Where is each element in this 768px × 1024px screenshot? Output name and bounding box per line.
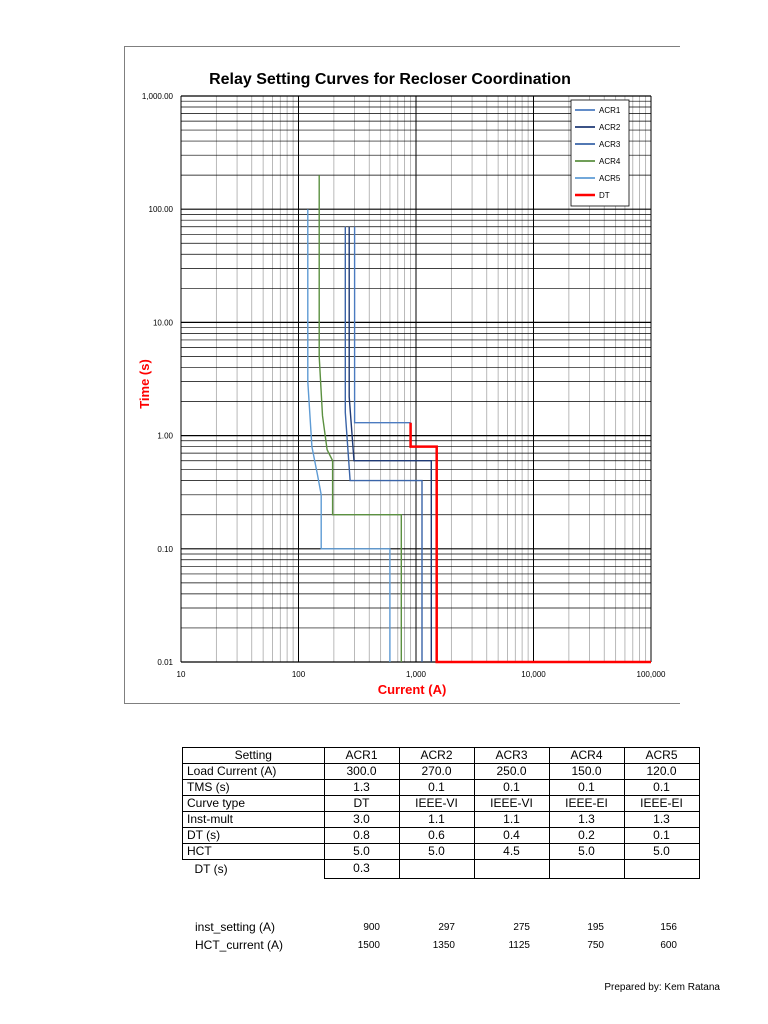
y-tick-label: 0.10 [157,544,173,554]
settings-table [182,747,700,879]
x-tick-label: 100,000 [636,670,666,679]
table-cell: 5.0 [549,844,624,860]
table-cell: 5.0 [399,844,474,860]
series-line-acr4 [319,175,401,662]
inst-setting-label: inst_setting (A) [195,920,276,934]
hct-value: 600 [660,940,677,951]
table-cell: 1.3 [549,812,624,828]
table-cell: 0.1 [624,780,699,796]
x-axis-title: Current (A) [377,682,447,697]
table-cell: 0.1 [474,780,549,796]
legend-label: ACR2 [599,123,621,132]
table-cell: 3.0 [324,812,399,828]
inst-value: 275 [513,922,530,933]
inst-value: 195 [587,922,604,933]
table-cell: IEEE-EI [624,796,699,812]
legend-label: ACR5 [599,174,621,183]
table-cell: 250.0 [474,764,549,780]
table-row-label: Curve type [183,796,325,812]
table-row [183,764,700,780]
x-tick-label: 1,000 [405,670,427,679]
legend-label: ACR4 [599,157,621,166]
table-cell: ACR2 [399,748,474,764]
table-cell: IEEE-VI [474,796,549,812]
legend-label: DT [599,191,610,200]
table-cell [624,860,699,879]
hct-value: 1500 [357,940,380,951]
chart-legend [571,100,629,206]
y-tick-label: 0.01 [157,658,173,667]
table-cell [549,860,624,879]
series-line-acr1 [355,227,411,423]
relay-curve-chart [125,47,681,705]
table-cell: 0.1 [399,780,474,796]
table-cell: ACR5 [624,748,699,764]
y-tick-label: 1.00 [157,431,173,441]
x-tick-label: 10 [176,670,186,679]
inst-value: 900 [363,922,380,933]
table-row-label: DT (s) [183,828,325,844]
table-cell: 0.2 [549,828,624,844]
table-cell: ACR4 [549,748,624,764]
table-header-row [183,748,700,764]
table-cell: ACR1 [324,748,399,764]
table-cell: 0.1 [549,780,624,796]
table-cell: 1.1 [474,812,549,828]
table-cell: ACR3 [474,748,549,764]
series-line-dt [411,423,651,662]
table-row [183,844,700,860]
table-cell: 120.0 [624,764,699,780]
legend-label: ACR1 [599,106,621,115]
table-cell: IEEE-EI [549,796,624,812]
hct-value: 750 [587,940,604,951]
table-cell: 0.3 [324,860,399,879]
hct-value: 1125 [508,940,530,951]
table-row-label: Setting [183,748,325,764]
y-tick-label: 10.00 [152,318,173,328]
y-tick-label: 100.00 [148,205,173,215]
table-row-label: Inst-mult [183,812,325,828]
table-cell [474,860,549,879]
legend-label: ACR3 [599,140,621,149]
chart-frame [124,46,680,704]
table-cell: 1.3 [324,780,399,796]
table-row-label: HCT [183,844,325,860]
table-row [183,860,700,879]
table-cell: 270.0 [399,764,474,780]
table-cell: 300.0 [324,764,399,780]
table-cell: 0.8 [324,828,399,844]
chart-title: Relay Setting Curves for Recloser Coordination [209,71,571,88]
table-cell: IEEE-VI [399,796,474,812]
x-tick-label: 10,000 [521,670,546,679]
table-cell: 0.1 [624,828,699,844]
table-cell: 5.0 [324,844,399,860]
table-cell: 0.6 [399,828,474,844]
table-row [183,780,700,796]
inst-value: 297 [438,922,455,933]
footer-credit: Prepared by: Kem Ratana [604,982,720,993]
table-cell: 1.1 [399,812,474,828]
y-axis-title: Time (s) [137,359,152,409]
hct-value: 1350 [432,940,455,951]
x-tick-label: 100 [291,670,306,679]
table-cell: 0.4 [474,828,549,844]
table-cell: DT [324,796,399,812]
table-cell: 150.0 [549,764,624,780]
inst-value: 156 [660,922,677,933]
table-row [183,796,700,812]
y-tick-label: 1,000.00 [141,92,173,101]
table-cell [399,860,474,879]
table-cell: 1.3 [624,812,699,828]
table-row [183,828,700,844]
table-cell: 5.0 [624,844,699,860]
table-row-label: DT (s) [194,861,228,876]
hct-current-label: HCT_current (A) [195,938,284,952]
table-cell: 4.5 [474,844,549,860]
table-row-label: Load Current (A) [183,764,325,780]
table-row [183,812,700,828]
table-row-label: TMS (s) [183,780,325,796]
